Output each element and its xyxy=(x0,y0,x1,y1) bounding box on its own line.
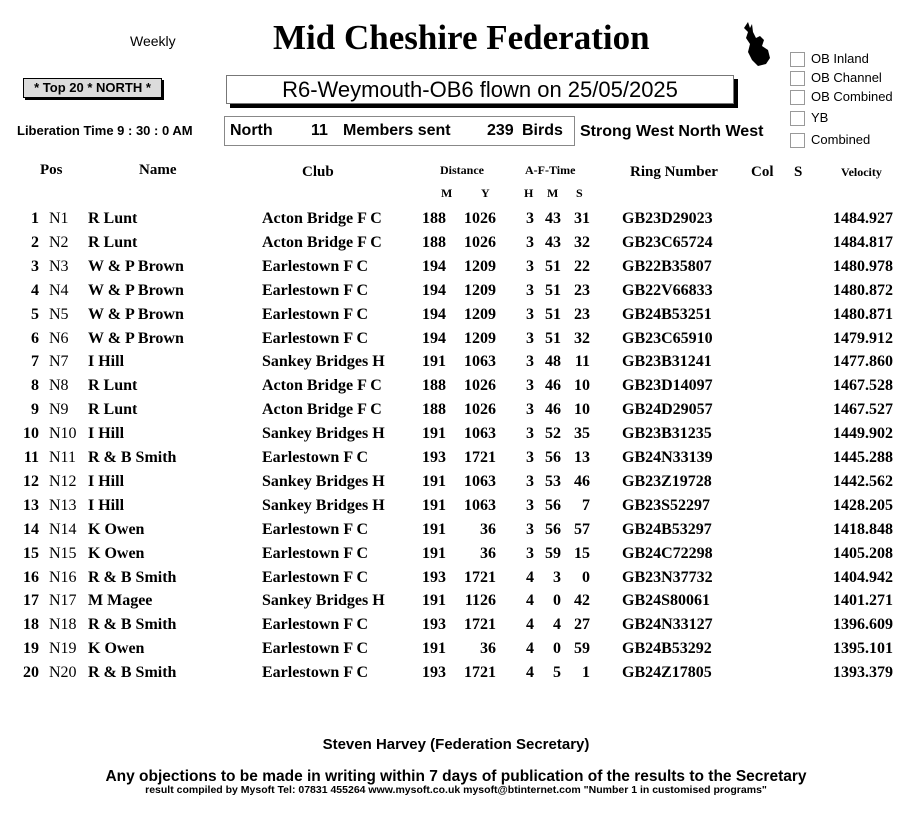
checkbox-icon[interactable] xyxy=(790,52,805,67)
cell-ring-number: GB24N33139 xyxy=(622,449,713,466)
cell-velocity: 1484.927 xyxy=(833,210,893,227)
cell-club: Sankey Bridges H xyxy=(262,353,385,371)
cell-hours: 3 xyxy=(526,233,534,251)
cell-ring-number: GB24N33127 xyxy=(622,616,713,634)
table-row xyxy=(0,330,912,354)
cell-velocity: 1467.528 xyxy=(833,377,893,395)
cell-hours: 3 xyxy=(526,472,534,490)
cell-ring-number: GB23N37732 xyxy=(622,568,713,586)
section-summary-box xyxy=(224,116,575,146)
pigeon-logo-icon xyxy=(740,20,774,68)
cell-minutes: 46 xyxy=(545,377,561,395)
cell-name: R Lunt xyxy=(88,233,138,251)
table-row xyxy=(0,592,912,616)
cell-seconds: 46 xyxy=(574,472,590,490)
cell-seconds: 31 xyxy=(574,210,590,227)
cell-pos: 1 xyxy=(31,210,39,227)
cell-minutes: 51 xyxy=(545,281,561,299)
col-header-miles: M xyxy=(441,186,453,200)
cell-minutes: 46 xyxy=(545,401,561,419)
cell-club: Earlestown F C xyxy=(262,520,369,538)
col-header-ring: Ring Number xyxy=(630,164,718,180)
race-title: R6-Weymouth-OB6 flown on 25/05/2025 xyxy=(226,75,734,104)
cell-miles: 191 xyxy=(422,592,446,610)
cell-yards: 1209 xyxy=(464,305,496,323)
cell-miles: 194 xyxy=(422,281,446,299)
cell-seconds: 57 xyxy=(574,520,590,538)
cell-seconds: 10 xyxy=(574,401,590,419)
table-row xyxy=(0,497,912,521)
cell-section-position: N15 xyxy=(49,544,77,562)
cell-yards: 1721 xyxy=(464,568,496,586)
cell-ring-number: GB24Z17805 xyxy=(622,664,712,682)
cell-velocity: 1405.208 xyxy=(833,544,893,562)
cell-miles: 188 xyxy=(422,401,446,419)
cell-club: Acton Bridge F C xyxy=(262,233,382,251)
cell-minutes: 56 xyxy=(545,496,561,514)
cell-yards: 1209 xyxy=(464,257,496,275)
cell-section-position: N9 xyxy=(49,401,69,419)
col-header-club: Club xyxy=(302,164,334,180)
cell-pos: 14 xyxy=(23,520,39,538)
cell-club: Earlestown F C xyxy=(262,305,369,323)
cell-yards: 1026 xyxy=(464,377,496,395)
cell-pos: 11 xyxy=(23,449,39,466)
cell-ring-number: GB24C72298 xyxy=(622,544,713,562)
cell-pos: 18 xyxy=(23,616,39,634)
table-row xyxy=(0,545,912,569)
cell-hours: 3 xyxy=(526,210,534,227)
table-row xyxy=(0,353,912,377)
cell-velocity: 1401.271 xyxy=(833,592,893,610)
cell-name: K Owen xyxy=(88,544,145,562)
cell-name: W & P Brown xyxy=(88,329,184,347)
frequency-label: Weekly xyxy=(130,33,176,49)
col-header-seconds: S xyxy=(576,186,583,200)
cell-seconds: 42 xyxy=(574,592,590,610)
cell-ring-number: GB24S80061 xyxy=(622,592,711,610)
cell-minutes: 56 xyxy=(545,520,561,538)
cell-miles: 194 xyxy=(422,305,446,323)
cell-club: Earlestown F C xyxy=(262,257,369,275)
table-row xyxy=(0,425,912,449)
table-row xyxy=(0,640,912,664)
cell-club: Acton Bridge F C xyxy=(262,401,382,419)
section-badge: * Top 20 * NORTH * xyxy=(23,78,162,98)
cell-club: Earlestown F C xyxy=(262,616,369,634)
cell-seconds: 27 xyxy=(574,616,590,634)
cell-section-position: N10 xyxy=(49,425,77,443)
cell-yards: 36 xyxy=(480,520,496,538)
cell-velocity: 1467.527 xyxy=(833,401,893,419)
cell-name: R Lunt xyxy=(88,377,138,395)
cell-velocity: 1480.872 xyxy=(833,281,893,299)
cell-section-position: N11 xyxy=(49,449,76,466)
cell-seconds: 22 xyxy=(574,257,590,275)
cell-ring-number: GB23Z19728 xyxy=(622,472,712,490)
cell-minutes: 48 xyxy=(545,353,561,371)
cell-pos: 5 xyxy=(31,305,39,323)
checkbox-icon[interactable] xyxy=(790,90,805,105)
checkbox-icon[interactable] xyxy=(790,111,805,126)
members-label: Members sent xyxy=(343,122,451,139)
cell-section-position: N18 xyxy=(49,616,77,634)
cell-hours: 4 xyxy=(526,568,534,586)
cell-yards: 1063 xyxy=(464,496,496,514)
cell-miles: 193 xyxy=(422,616,446,634)
cell-miles: 191 xyxy=(422,425,446,443)
cell-miles: 194 xyxy=(422,329,446,347)
cell-minutes: 0 xyxy=(553,640,561,658)
col-header-name: Name xyxy=(139,162,177,178)
cell-seconds: 35 xyxy=(574,425,590,443)
cell-velocity: 1477.860 xyxy=(833,353,893,371)
cell-ring-number: GB23B31235 xyxy=(622,425,712,443)
cell-ring-number: GB23D14097 xyxy=(622,377,713,395)
cell-name: I Hill xyxy=(88,472,125,490)
col-header-col: Col xyxy=(751,164,774,180)
cell-club: Sankey Bridges H xyxy=(262,592,385,610)
cell-club: Earlestown F C xyxy=(262,544,369,562)
cell-minutes: 43 xyxy=(545,233,561,251)
cell-pos: 3 xyxy=(31,257,39,275)
checkbox-icon[interactable] xyxy=(790,133,805,148)
cell-name: R & B Smith xyxy=(88,616,177,634)
cell-yards: 1063 xyxy=(464,425,496,443)
cell-minutes: 51 xyxy=(545,257,561,275)
checkbox-icon[interactable] xyxy=(790,71,805,86)
cell-name: W & P Brown xyxy=(88,281,184,299)
cell-velocity: 1479.912 xyxy=(833,329,893,347)
cell-club: Earlestown F C xyxy=(262,664,369,682)
section-name: North xyxy=(230,122,273,139)
cell-ring-number: GB24B53292 xyxy=(622,640,712,658)
cell-name: K Owen xyxy=(88,520,145,538)
table-row xyxy=(0,521,912,545)
cell-miles: 193 xyxy=(422,568,446,586)
cell-club: Sankey Bridges H xyxy=(262,496,385,514)
cell-yards: 1026 xyxy=(464,401,496,419)
cell-section-position: N13 xyxy=(49,496,77,514)
birds-count: 239 xyxy=(487,122,514,139)
birds-label: Birds xyxy=(522,122,563,139)
cell-yards: 1126 xyxy=(464,592,496,610)
cell-club: Acton Bridge F C xyxy=(262,377,382,395)
cell-minutes: 4 xyxy=(553,616,561,634)
cell-miles: 194 xyxy=(422,257,446,275)
cell-minutes: 0 xyxy=(553,592,561,610)
cell-pos: 2 xyxy=(31,233,39,251)
cell-pos: 4 xyxy=(31,281,39,299)
liberation-time: Liberation Time 9 : 30 : 0 AM xyxy=(17,123,193,138)
cell-section-position: N6 xyxy=(49,329,69,347)
cell-section-position: N5 xyxy=(49,305,69,323)
cell-club: Earlestown F C xyxy=(262,329,369,347)
cell-velocity: 1449.902 xyxy=(833,425,893,443)
table-row xyxy=(0,569,912,593)
cell-ring-number: GB24B53297 xyxy=(622,520,712,538)
cell-miles: 191 xyxy=(422,496,446,514)
cell-pos: 6 xyxy=(31,329,39,347)
cell-hours: 3 xyxy=(526,281,534,299)
cell-seconds: 15 xyxy=(574,544,590,562)
cell-minutes: 51 xyxy=(545,329,561,347)
cell-ring-number: GB24B53251 xyxy=(622,305,712,323)
cell-section-position: N7 xyxy=(49,353,69,371)
cell-hours: 4 xyxy=(526,640,534,658)
table-row xyxy=(0,401,912,425)
cell-club: Earlestown F C xyxy=(262,568,369,586)
race-type-label: YB xyxy=(811,110,829,125)
col-header-minutes: M xyxy=(547,186,559,200)
cell-ring-number: GB24D29057 xyxy=(622,401,713,419)
cell-hours: 4 xyxy=(526,664,534,682)
cell-name: M Magee xyxy=(88,592,153,610)
cell-hours: 3 xyxy=(526,257,534,275)
table-row xyxy=(0,210,912,234)
cell-club: Sankey Bridges H xyxy=(262,425,385,443)
cell-velocity: 1428.205 xyxy=(833,496,893,514)
cell-velocity: 1393.379 xyxy=(833,664,893,682)
table-row xyxy=(0,306,912,330)
table-row xyxy=(0,616,912,640)
cell-seconds: 11 xyxy=(574,353,590,371)
cell-name: W & P Brown xyxy=(88,257,184,275)
race-type-label: OB Inland xyxy=(811,51,869,66)
cell-name: I Hill xyxy=(88,496,125,514)
table-row xyxy=(0,473,912,497)
cell-seconds: 7 xyxy=(582,496,590,514)
cell-miles: 193 xyxy=(422,449,446,466)
cell-yards: 36 xyxy=(480,544,496,562)
secretary-line: Steven Harvey (Federation Secretary) xyxy=(322,736,590,753)
cell-pos: 19 xyxy=(23,640,39,658)
cell-yards: 1721 xyxy=(464,449,496,466)
cell-miles: 191 xyxy=(422,472,446,490)
cell-seconds: 59 xyxy=(574,640,590,658)
cell-seconds: 13 xyxy=(574,449,590,466)
cell-minutes: 3 xyxy=(553,568,561,586)
cell-minutes: 56 xyxy=(545,449,561,466)
cell-name: I Hill xyxy=(88,425,125,443)
cell-miles: 191 xyxy=(422,544,446,562)
cell-seconds: 23 xyxy=(574,305,590,323)
cell-seconds: 23 xyxy=(574,281,590,299)
cell-hours: 3 xyxy=(526,401,534,419)
cell-section-position: N3 xyxy=(49,257,69,275)
cell-pos: 17 xyxy=(23,592,39,610)
cell-miles: 191 xyxy=(422,640,446,658)
cell-pos: 13 xyxy=(23,496,39,514)
cell-velocity: 1418.848 xyxy=(833,520,893,538)
cell-name: R Lunt xyxy=(88,401,138,419)
cell-pos: 12 xyxy=(23,472,39,490)
col-header-velocity: Velocity xyxy=(841,165,882,179)
cell-club: Sankey Bridges H xyxy=(262,472,385,490)
cell-miles: 188 xyxy=(422,377,446,395)
cell-club: Earlestown F C xyxy=(262,281,369,299)
cell-yards: 1209 xyxy=(464,281,496,299)
compiled-by-line: result compiled by Mysoft Tel: 07831 455264 www.mysoft.co.uk mysoft@btinternet.com "Number 1 in customised programs" xyxy=(145,784,767,796)
cell-section-position: N2 xyxy=(49,233,69,251)
cell-hours: 3 xyxy=(526,520,534,538)
cell-name: R & B Smith xyxy=(88,664,177,682)
cell-seconds: 10 xyxy=(574,377,590,395)
cell-yards: 1063 xyxy=(464,353,496,371)
cell-yards: 1063 xyxy=(464,472,496,490)
cell-club: Earlestown F C xyxy=(262,640,369,658)
table-row xyxy=(0,449,912,473)
objections-notice: Any objections to be made in writing within 7 days of publication of the results to the Secretary xyxy=(105,768,807,785)
wind-direction: Strong West North West xyxy=(580,123,764,140)
cell-hours: 3 xyxy=(526,377,534,395)
cell-ring-number: GB23D29023 xyxy=(622,210,713,227)
cell-ring-number: GB22V66833 xyxy=(622,281,713,299)
cell-hours: 3 xyxy=(526,329,534,347)
race-type-label: OB Channel xyxy=(811,70,882,85)
cell-pos: 8 xyxy=(31,377,39,395)
cell-hours: 3 xyxy=(526,353,534,371)
cell-pos: 10 xyxy=(23,425,39,443)
cell-miles: 193 xyxy=(422,664,446,682)
table-row xyxy=(0,377,912,401)
cell-section-position: N8 xyxy=(49,377,69,395)
cell-pos: 20 xyxy=(23,664,39,682)
cell-velocity: 1445.288 xyxy=(833,449,893,466)
col-header-pos: Pos xyxy=(40,162,63,178)
cell-yards: 1026 xyxy=(464,233,496,251)
cell-minutes: 43 xyxy=(545,210,561,227)
cell-minutes: 59 xyxy=(545,544,561,562)
cell-section-position: N1 xyxy=(49,210,69,227)
cell-yards: 1721 xyxy=(464,616,496,634)
cell-yards: 1721 xyxy=(464,664,496,682)
cell-hours: 3 xyxy=(526,425,534,443)
col-header-aftime: A-F-Time xyxy=(525,163,576,177)
cell-section-position: N14 xyxy=(49,520,77,538)
col-header-sex: S xyxy=(794,164,803,180)
cell-name: W & P Brown xyxy=(88,305,184,323)
cell-miles: 188 xyxy=(422,210,446,227)
cell-miles: 191 xyxy=(422,520,446,538)
col-header-hours: H xyxy=(524,186,534,200)
cell-name: R Lunt xyxy=(88,210,138,227)
cell-minutes: 5 xyxy=(553,664,561,682)
col-header-yards: Y xyxy=(481,186,490,200)
cell-club: Acton Bridge F C xyxy=(262,210,382,227)
cell-hours: 3 xyxy=(526,496,534,514)
cell-seconds: 32 xyxy=(574,329,590,347)
cell-velocity: 1442.562 xyxy=(833,472,893,490)
race-type-label: Combined xyxy=(811,132,871,147)
cell-hours: 3 xyxy=(526,305,534,323)
cell-ring-number: GB23B31241 xyxy=(622,353,712,371)
cell-pos: 9 xyxy=(31,401,39,419)
cell-minutes: 51 xyxy=(545,305,561,323)
cell-velocity: 1395.101 xyxy=(833,640,893,658)
cell-pos: 16 xyxy=(23,568,39,586)
cell-velocity: 1396.609 xyxy=(833,616,893,634)
cell-club: Earlestown F C xyxy=(262,449,369,466)
table-row xyxy=(0,664,912,688)
cell-pos: 15 xyxy=(23,544,39,562)
cell-section-position: N20 xyxy=(49,664,77,682)
cell-hours: 3 xyxy=(526,544,534,562)
col-header-distance: Distance xyxy=(440,163,484,177)
cell-name: R & B Smith xyxy=(88,568,177,586)
table-row xyxy=(0,258,912,282)
cell-hours: 4 xyxy=(526,616,534,634)
cell-section-position: N12 xyxy=(49,472,77,490)
members-count: 11 xyxy=(311,122,328,139)
cell-section-position: N16 xyxy=(49,568,77,586)
cell-velocity: 1480.871 xyxy=(833,305,893,323)
cell-seconds: 32 xyxy=(574,233,590,251)
cell-pos: 7 xyxy=(31,353,39,371)
cell-seconds: 0 xyxy=(582,568,590,586)
cell-hours: 3 xyxy=(526,449,534,466)
cell-section-position: N4 xyxy=(49,281,69,299)
cell-name: R & B Smith xyxy=(88,449,177,466)
cell-section-position: N17 xyxy=(49,592,77,610)
cell-velocity: 1404.942 xyxy=(833,568,893,586)
cell-yards: 36 xyxy=(480,640,496,658)
race-type-label: OB Combined xyxy=(811,89,893,104)
cell-yards: 1209 xyxy=(464,329,496,347)
cell-minutes: 53 xyxy=(545,472,561,490)
cell-hours: 4 xyxy=(526,592,534,610)
cell-miles: 191 xyxy=(422,353,446,371)
cell-velocity: 1484.817 xyxy=(833,233,893,251)
cell-miles: 188 xyxy=(422,233,446,251)
cell-ring-number: GB23S52297 xyxy=(622,496,711,514)
cell-seconds: 1 xyxy=(582,664,590,682)
table-row xyxy=(0,234,912,258)
federation-title: Mid Cheshire Federation xyxy=(273,18,650,57)
cell-yards: 1026 xyxy=(464,210,496,227)
cell-name: K Owen xyxy=(88,640,145,658)
cell-velocity: 1480.978 xyxy=(833,257,893,275)
cell-ring-number: GB23C65910 xyxy=(622,329,713,347)
cell-minutes: 52 xyxy=(545,425,561,443)
cell-ring-number: GB22B35807 xyxy=(622,257,712,275)
cell-section-position: N19 xyxy=(49,640,77,658)
cell-ring-number: GB23C65724 xyxy=(622,233,713,251)
cell-name: I Hill xyxy=(88,353,125,371)
table-row xyxy=(0,282,912,306)
